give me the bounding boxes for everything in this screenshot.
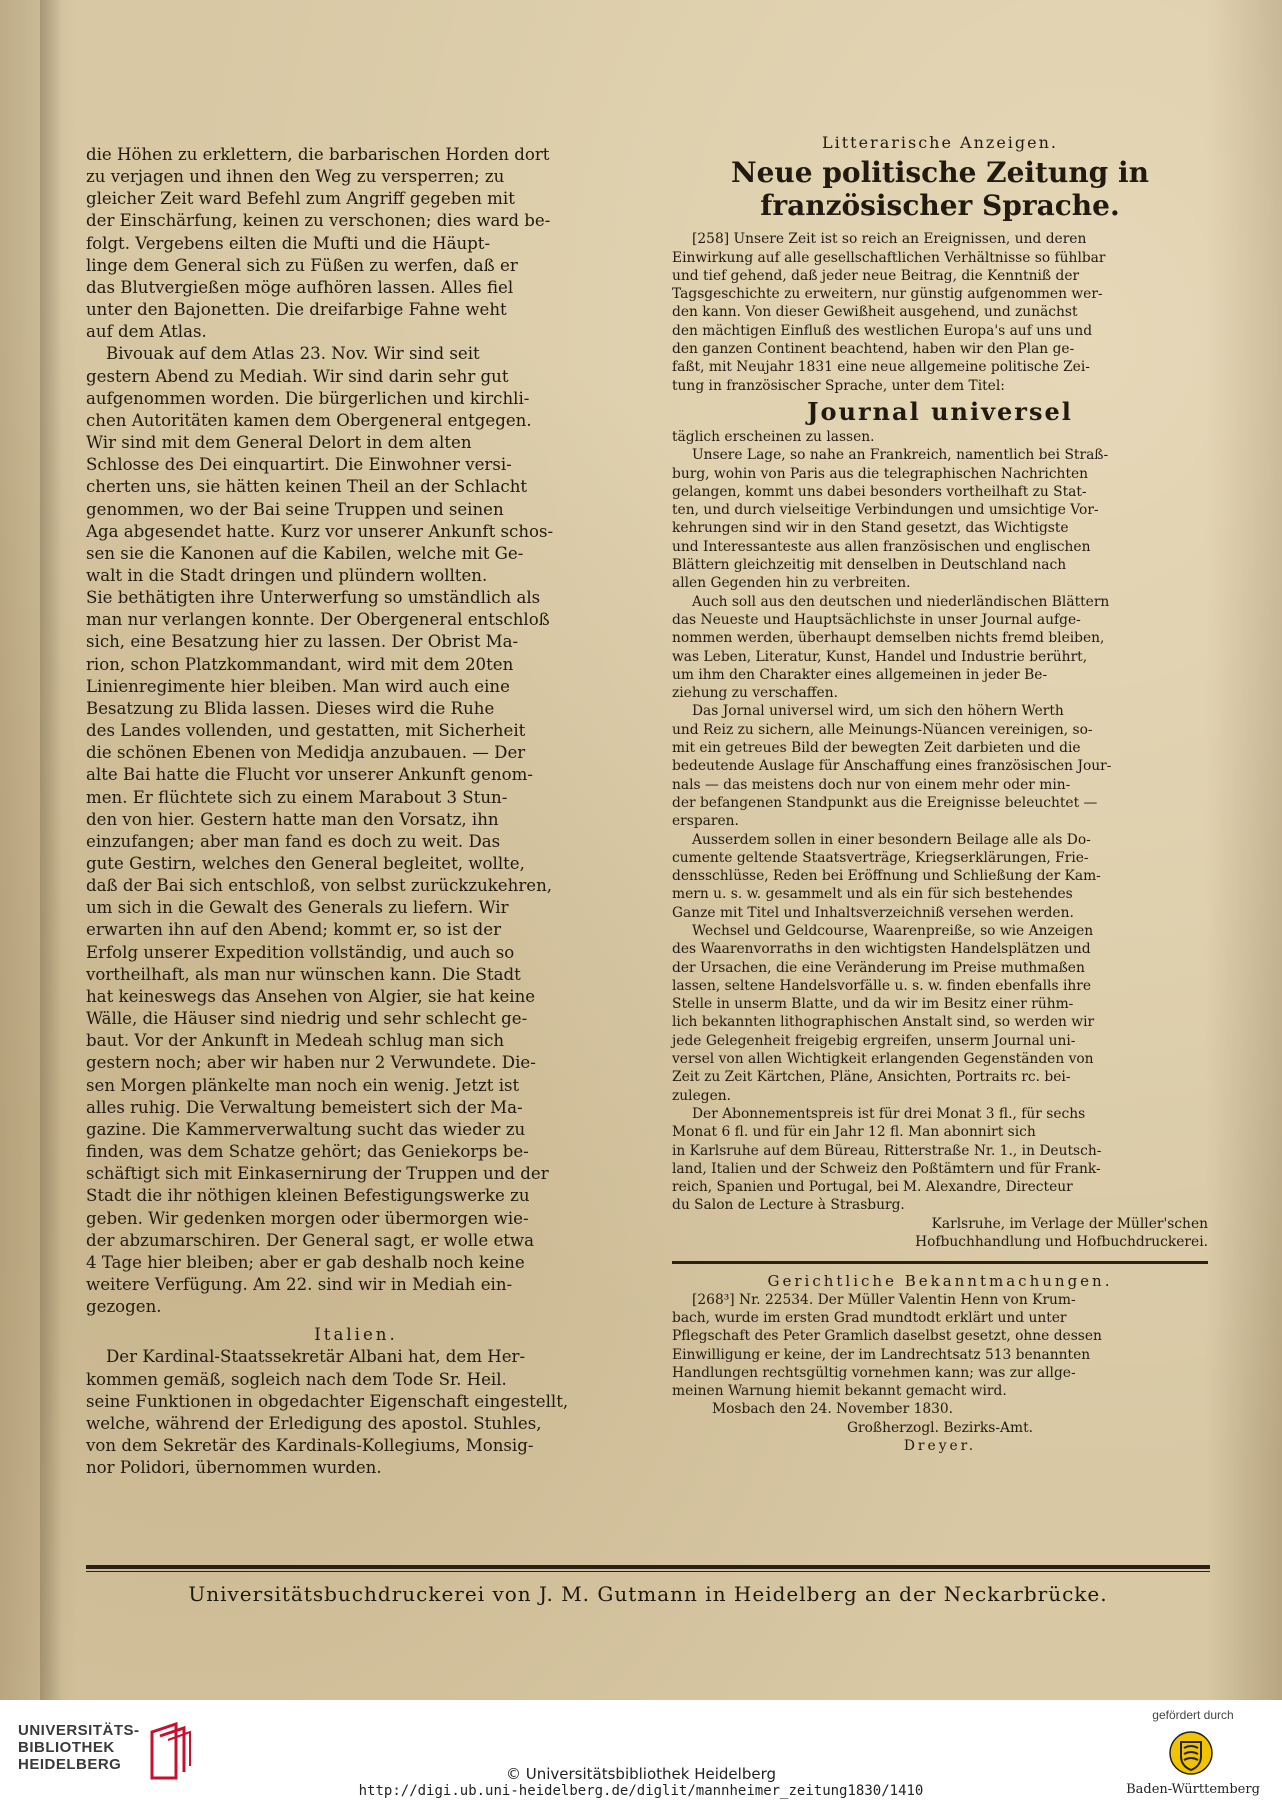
logo-line: BIBLIOTHEK <box>18 1739 115 1756</box>
bottom-rule <box>86 1565 1210 1569</box>
court-heading: Gerichtliche Bekanntmachungen. <box>767 1272 1113 1291</box>
page-fold-shadow <box>40 0 62 1700</box>
ad-title: Neue politische Zeitung in französischer Sprache. <box>730 156 1150 223</box>
ad-signature: Karlsruhe, im Verlage der Müller'schen Hofbuchhandlung und Hofbuchdruckerei. <box>915 1215 1208 1251</box>
logo-line: UNIVERSITÄTS- <box>18 1722 140 1739</box>
permalink-url[interactable]: http://digi.ub.uni-heidelberg.de/diglit/mannheimer_zeitung1830/1410 <box>358 1783 924 1799</box>
ad-paragraph: Wechsel und Geldcourse, Waarenpreiße, so wie Anzeigen des Waarenvorraths in den wichtigsten Handelsplätzen und der Ursachen, die eine Veränderung im Preise muthmaßen lassen, seltene Handelsvorfälle u. s. w. finden ebenfalls ihre Stelle in unserm Blatte, und da wir im Besitz einer rühm- lich bekannten lithographischen Anstalt sind, so werden wir jede Gelegenheit freigebig ergreifen, unserm Journal uni- versel von allen Wichtigkeit erlangenden Gegenständen von Zeit zu Zeit Kärtchen, Pläne, Ansichten, Portraits rc. bei- zulegen. <box>672 922 1095 1104</box>
right-column <box>672 134 1208 1455</box>
ad-paragraph: Das Jornal universel wird, um sich den höhern Werth und Reiz zu sichern, alle Meinungs-Nüancen vereinigen, so- mit ein getreues Bild der bewegten Zeit darbieten und die bedeutende Auslage für Anschaffung eines französischen Jour- nals — das meistens doch nur von einem mehr oder min- der befangenen Standpunkt aus die Ereignisse beleuchtet — ersparen. <box>672 703 1112 830</box>
court-office: Großherzogl. Bezirks-Amt. <box>846 1419 1034 1436</box>
ad-intro: [258] Unsere Zeit ist so reich an Ereignissen, und deren Einwirkung auf alle gesellschaftlichen Verhältnisse so fühlbar und tief gehend, daß jeder neue Beitrag, die Kenntniß der Tagsgeschichte zu erweitern, nur günstig aufgenommen wer- den kann. Von dieser Gewißheit ausgehend, und zunächst den mächtigen Einfluß des westlichen Europa's auf uns und den ganzen Continent beachtend, haben wir den Plan ge- faßt, mit Neujahr 1831 eine neue allgemeine politische Zei- tung in französischer Sprache, unter dem Titel: <box>672 231 1106 394</box>
ad-paragraph: Auch soll aus den deutschen und niederländischen Blättern das Neueste und Hauptsächlichste in unser Journal aufge- nommen werden, überhaupt demselben nichts fremd bleiben, was Leben, Literatur, Kunst, Handel und Industrie berührt, um ihm den Charakter eines allgemeinen in jeder Be- ziehung zu verschaffen. <box>672 593 1110 702</box>
italien-heading: Italien. <box>314 1325 398 1345</box>
funder-name: Baden-Württemberg <box>1126 1782 1260 1797</box>
journal-title: Journal universel <box>807 396 1073 426</box>
court-date: Mosbach den 24. November 1830. <box>712 1401 954 1418</box>
left-paragraph-1: die Höhen zu erklettern, die barbarischen Horden dort zu verjagen und ihnen den Weg zu versperren; zu gleicher Zeit ward Befehl zum Angriff gegeben mit der Einschärfung, keinen zu verschonen; dies ward be- folgt. Vergebens eilten die Mufti und die Häupt- linge dem General sich zu Füßen zu werfen, daß er das Blutvergießen möge aufhören lassen. Alles fiel unter den Bajonetten. Die dreifarbige Fahne weht auf dem Atlas. <box>86 145 551 342</box>
library-footer <box>0 1700 1282 1802</box>
section-divider <box>672 1261 1208 1264</box>
funder-label: gefördert durch <box>1152 1708 1234 1722</box>
copyright-notice: © Universitätsbibliothek Heidelberg <box>505 1765 776 1783</box>
ad-after-title: täglich erscheinen zu lassen. <box>672 428 875 445</box>
literary-ads-heading: Litterarische Anzeigen. <box>821 133 1059 152</box>
printer-imprint: Universitätsbuchdruckerei von J. M. Gutmann in Heidelberg an der Neckarbrücke. <box>188 1582 1108 1606</box>
italien-text: Der Kardinal-Staatssekretär Albani hat, dem Her- kommen gemäß, sogleich nach dem Tode Sr. Heil. seine Funktionen in obgedachter Eigenschaft eingestellt, welche, während der Erledigung des apostol. Stuhles, von dem Sekretär des Kardinals-Kollegiums, Monsig- nor Polidori, übernommen wurden. <box>86 1347 569 1478</box>
ad-paragraph: Der Abonnementspreis ist für drei Monat 3 fl., für sechs Monat 6 fl. und für ein Jahr 12 fl. Man abonnirt sich in Karlsruhe auf dem Büreau, Ritterstraße Nr. 1., in Deutsch- land, Italien und der Schweiz den Poßtämtern und für Frank- reich, Spanien und Portugal, bei M. Alexandre, Directeur du Salon de Lecture à Strasburg. <box>672 1105 1102 1214</box>
court-text: [268³] Nr. 22534. Der Müller Valentin Henn von Krum- bach, wurde im ersten Grad mundtodt erklärt und unter Pflegschaft des Peter Gramlich daselbst gesetzt, ohne dessen Einwilligung er keine, der im Landrechtsatz 513 benannten Handlungen rechtsgültig vornehmen kann; was zur allge- meinen Warnung hiemit bekannt gemacht wird. <box>672 1291 1102 1400</box>
left-paragraph-2: Bivouak auf dem Atlas 23. Nov. Wir sind seit gestern Abend zu Mediah. Wir sind darin sehr gut aufgenommen worden. Die bürgerlichen und kirchli- chen Autoritäten kamen dem Obergeneral entgegen. Wir sind mit dem General Delort in dem alten Schlosse des Dei einquartirt. Die Einwohner versi- cherten uns, sie hätten keinen Theil an der Schlacht genommen, wo der Bai seine Truppen und seinen Aga abgesendet hatte. Kurz vor unserer Ankunft schos- sen sie die Kanonen auf die Kabilen, welche mit Ge- walt in die Stadt dringen und plündern wollten. Sie bethätigten ihre Unterwerfung so umständlich als man nur verlangen konnte. Der Obergeneral entschloß sich, eine Besatzung hier zu lassen. Der Obrist Ma- rion, schon Platzkommandant, wird mit dem 20ten Linienregimente hier bleiben. Man wird auch eine Besatzung zu Blida lassen. Dieses wird die Ruhe des Landes vollenden, und gestatten, mit Sicherheit die schönen Ebenen von Medidja anzubauen. — Der alte Bai hatte die Flucht vor unserer Ankunft genom- men. Er flüchtete sich zu einem Marabout 3 Stun- den von hier. Gestern hatte man den Vorsatz, ihn einzufangen; aber man fand es doch zu weit. Das gute Gestirn, welches den General begleitet, wollte, daß der Bai sich entschloß, von selbst zurückzukehren, um sich in die Gewalt des Generals zu liefern. Wir erwarten ihn auf den Abend; kommt er, so ist der Erfolg unserer Expedition vollständig, und auch so vortheilhaft, als man nur wünschen kann. Die Stadt hat keineswegs das Ansehen von Algier, sie hat keine Wälle, die Häuser sind niedrig und sehr schlecht ge- baut. Vor der Ankunft in Medeah schlug man sich gestern noch; aber wir haben nur 2 Verwundete. Die- sen Morgen plänkelte man noch ein wenig. Jetzt ist alles ruhig. Die Verwaltung bemeistert sich der Ma- gazine. Die Kammerverwaltung sucht das wieder zu finden, was dem Schatze gehört; das Geniekorps be- schäftigt sich mit Einkasernirung der Truppen und der Stadt die ihr nöthigen kleinen Befestigungswerke zu geben. Wir gedenken morgen oder übermorgen wie- der abzumarschiren. Der General sagt, er wolle etwa 4 Tage hier bleiben; aber er gab deshalb noch keine weitere Verfügung. Am 22. sind wir in Mediah ein- gezogen. <box>86 344 554 1317</box>
bottom-rule-thin <box>86 1571 1210 1572</box>
left-column <box>86 144 626 1479</box>
ad-paragraph: Unsere Lage, so nahe an Frankreich, namentlich bei Straß- burg, wohin von Paris aus die telegraphischen Nachrichten gelangen, kommt uns dabei besonders vortheilhaft zu Stat- ten, und durch vielseitige Verbindungen und umsichtige Vor- kehrungen sind wir in den Stand gesetzt, das Wichtigste und Interessanteste aus allen französischen und englischen Blättern gleichzeitig mit denselben in Deutschland nach allen Gegenden hin zu verbreiten. <box>672 447 1109 592</box>
court-name: Dreyer. <box>903 1438 977 1454</box>
ad-paragraph: Ausserdem sollen in einer besondern Beilage alle als Do- cumente geltende Staatsverträge, Kriegserklärungen, Frie- densschlüsse, Reden bei Eröffnung und Schließung der Kam- mern u. s. w. gesammelt und als ein für sich bestehendes Ganze mit Titel und Inhaltsverzeichniß versehen werden. <box>672 831 1101 921</box>
logo-line: HEIDELBERG <box>18 1756 122 1773</box>
